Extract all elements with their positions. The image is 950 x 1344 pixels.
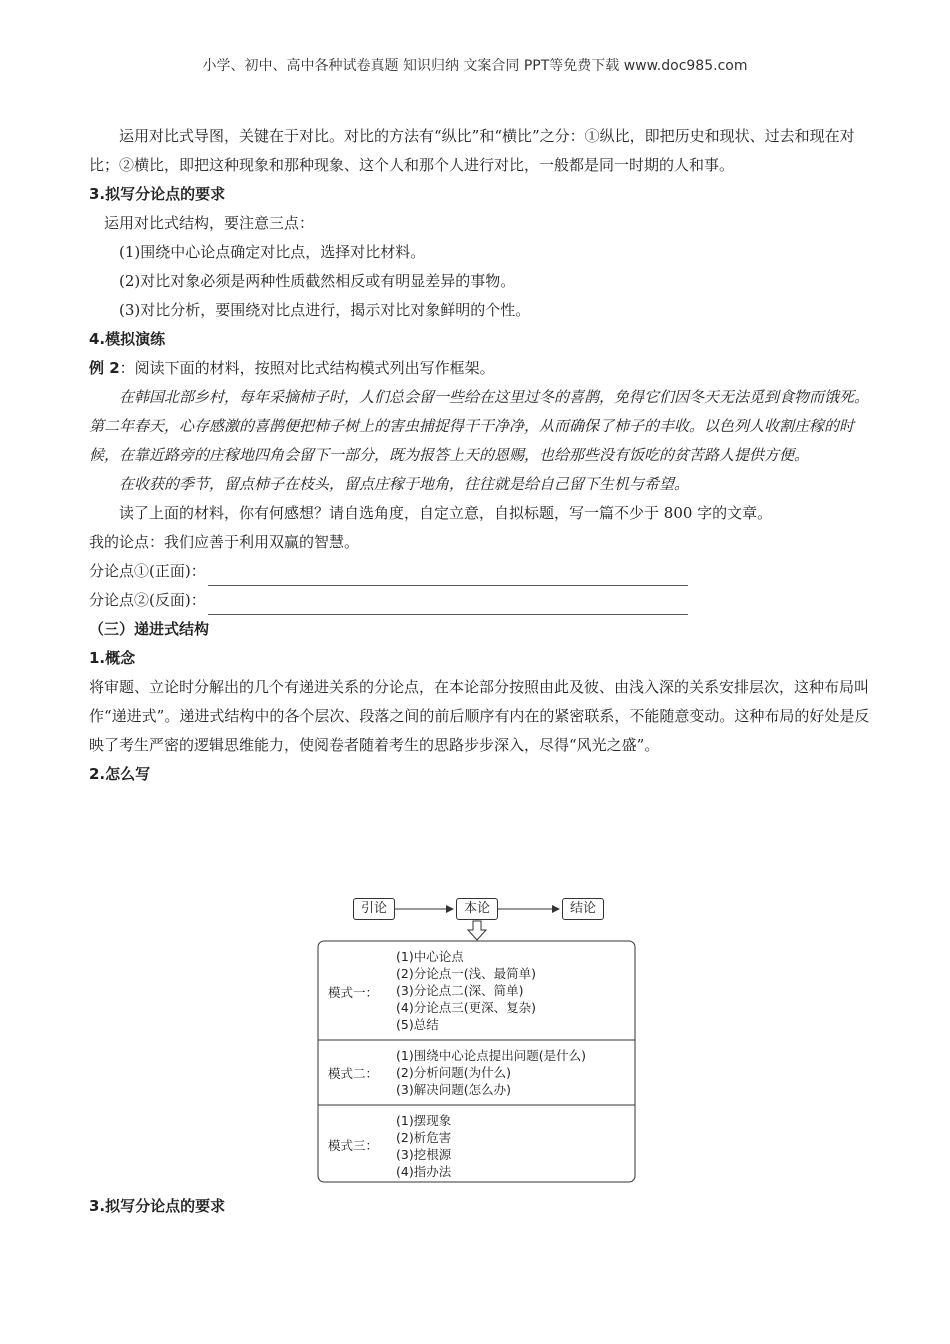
mode-3-item: (4)指办法 [396,1164,452,1179]
down-arrow-icon [468,921,486,940]
mode-1-label: 模式一： [328,985,379,1000]
mode-1-item: (4)分论点三(更深、复杂) [396,1000,536,1015]
mode-2-items [396,1047,586,1098]
sub-point-negative [89,586,879,615]
requirements-title-2: 3.拟写分论点的要求 [89,1197,226,1215]
mode-3-label: 模式三： [328,1138,379,1153]
flow-box-conclusion: 结论 [562,898,604,920]
mode-1-item: (2)分论点一(浅、最简单) [396,966,536,981]
example-text: ：阅读下面的材料，按照对比式结构模式列出写作框架。 [119,359,495,377]
sub-point-negative-label: 分论点②(反面)： [89,591,206,609]
how-to-write-title: 2.怎么写 [89,765,151,783]
example-prompt [89,354,879,383]
mode-2-item: (2)分析问题(为什么) [396,1065,511,1080]
material-paragraph-2: 在收获的季节，留点柿子在枝头，留点庄稼于地角，往往就是给自己留下生机与希望。 [119,475,690,493]
section-title-progressive: （三）递进式结构 [89,620,210,638]
requirement-item-3: (3)对比分析，要围绕对比点进行，揭示对比对象鲜明的个性。 [119,301,531,319]
material-paragraph-1: 在韩国北部乡村，每年采摘柿子时，人们总会留一些给在这里过冬的喜鹊，免得它们因冬天无法觅到食物而饿死。第二年春天，心存感激的喜鹊便把柿子树上的害虫捕捉得干干净净，从而确保了柿子的丰收。以色列人收割庄稼的时候，在靠近路旁的庄稼地四角会留下一部分，既为报答上天的恩赐，也给那些没有饭吃的贫苦路人提供方便。 [89,388,870,464]
mode-1-item: (3)分论点二(深、简单) [396,983,524,998]
answer-blank-1[interactable] [208,568,688,586]
requirement-item-2: (2)对比对象必须是两种性质截然相反或有明显差异的事物。 [119,272,516,290]
mode-3-items [396,1112,451,1180]
requirements-intro: 运用对比式结构，要注意三点： [104,214,315,232]
mode-3-item: (3)挖根源 [396,1147,452,1162]
requirement-item-1: (1)围绕中心论点确定对比点，选择对比材料。 [119,243,426,261]
answer-blank-2[interactable] [208,597,688,615]
mode-1-item: (5)总结 [396,1017,439,1032]
mode-2-item: (3)解决问题(怎么办) [396,1082,511,1097]
mode-3-item: (2)析危害 [396,1130,452,1145]
page-header: 小学、初中、高中各种试卷真题 知识归纳 文案合同 PPT等免费下载 www.doc985.com [202,58,748,74]
flow-box-body: 本论 [456,898,498,920]
mode-3-item: (1)摆现象 [396,1113,452,1128]
concept-title: 1.概念 [89,649,136,667]
mode-2-item: (1)围绕中心论点提出问题(是什么) [396,1048,586,1063]
sub-point-positive [89,557,879,586]
mode-2-label: 模式二： [328,1066,379,1081]
example-label: 例 2 [89,359,120,377]
mode-1-items [396,948,536,1033]
paragraph-contrast-methods: 运用对比式导图，关键在于对比。对比的方法有“纵比”和“横比”之分：①纵比，即把历史和现状、过去和现在对比；②横比，即把这种现象和那种现象、这个人和那个人进行对比，一般都是同一时期的人和事。 [89,127,855,174]
section-title-requirements: 3.拟写分论点的要求 [89,185,226,203]
writing-prompt: 读了上面的材料，你有何感想？请自选角度，自定立意，自拟标题，写一篇不少于 800 字的文章。 [119,504,773,522]
concept-text: 将审题、立论时分解出的几个有递进关系的分论点，在本论部分按照由此及彼、由浅入深的关系安排层次，这种布局叫作“递进式”。递进式结构中的各个层次、段落之间的前后顺序有内在的紧密联系，不能随意变动。这种布局的好处是反映了考生严密的逻辑思维能力，使阅卷者随着考生的思路步步深入，尽得“风光之盛”。 [89,678,870,754]
section-title-practice: 4.模拟演练 [89,330,166,348]
sub-point-positive-label: 分论点①(正面)： [89,562,206,580]
mode-1-item: (1)中心论点 [396,949,464,964]
flow-box-intro: 引论 [353,898,395,920]
document-body [89,122,879,789]
my-thesis: 我的论点：我们应善于利用双赢的智慧。 [89,533,360,551]
